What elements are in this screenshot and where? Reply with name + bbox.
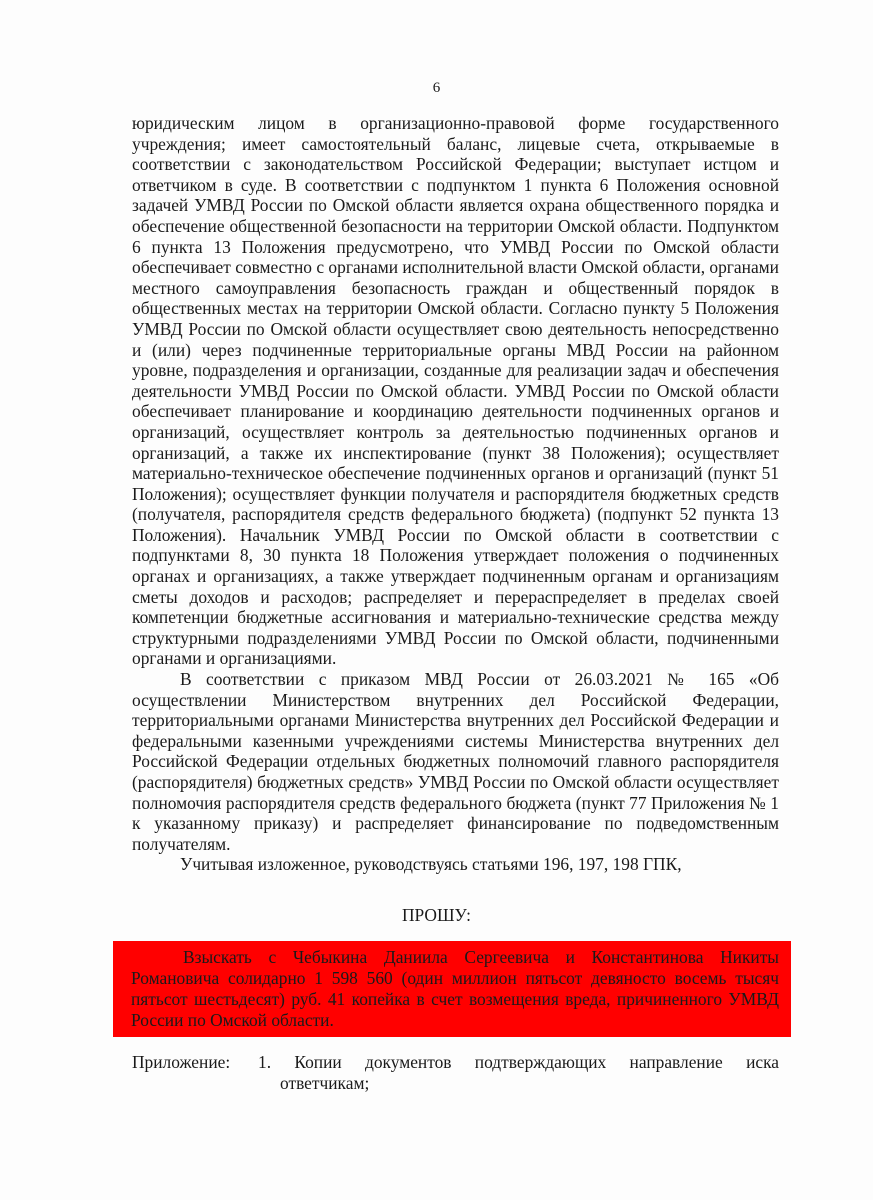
appendix-item-1-line-1: 1. Копии документов подтверждающих направление иска [258, 1052, 779, 1072]
request-text: Взыскать с Чебыкина Даниила Сергеевича и Константинова Никиты Романовича солидарно 1 598 560 (один миллион пятьсот девяносто восемь тысяч пятьсот шестьдесят) руб. 41 копейка в счет возмещения вреда, причиненного УМВД России по Омской области. [131, 947, 779, 1030]
paragraph-order-reference: В соответствии с приказом МВД России от 26.03.2021 № 165 «Об осуществлении Министерством внутренних дел Российской Федерации, территориальными органами Министерства внутренних дел Российской Федерации и федеральными казенными учреждениями системы Министерства внутренних дел Российской Федерации отдельных бюджетных полномочий главного распорядителя (распорядителя) бюджетных средств» УМВД России по Омской области осуществляет полномочия распорядителя средств федерального бюджета (пункт 77 Приложения № 1 к указанному приказу) и распределяет финансирование по подведомственным получателям. [132, 669, 779, 854]
page-number: 6 [432, 80, 441, 96]
body-text [132, 113, 779, 875]
appendix-item-1-line-2: ответчикам; [280, 1073, 370, 1093]
appendix-label: Приложение: [132, 1052, 231, 1072]
paragraph-continuation: юридическим лицом в организационно-правовой форме государственного учреждения; имеет самостоятельный баланс, лицевые счета, открываемые в соответствии с законодательством Российской Федерации; выступает истцом и ответчиком в суде. В соответствии с подпунктом 1 пункта 6 Положения основной задачей УМВД России по Омской области является охрана общественного порядка и обеспечение общественной безопасности на территории Омской области. Подпунктом 6 пункта 13 Положения предусмотрено, что УМВД России по Омской области обеспечивает совместно с органами исполнительной власти Омской области, органами местного самоуправления безопасность граждан и общественный порядок в общественных местах на территории Омской области. Согласно пункту 5 Положения УМВД России по Омской области осуществляет свою деятельность непосредственно и (или) через подчиненные территориальные органы МВД России на районном уровне, подразделения и организации, созданные для реализации задач и обеспечения деятельности УМВД России по Омской области. УМВД России по Омской области обеспечивает планирование и координацию деятельности подчиненных органов и организаций, осуществляет контроль за деятельностью подчиненных органов и организаций, а также их инспектирование (пункт 38 Положения); осуществляет материально-техническое обеспечение подчиненных органов и организаций (пункт 51 Положения); осуществляет функции получателя и распорядителя бюджетных средств (получателя, распорядителя средств федерального бюджета) (подпункт 52 пункта 13 Положения). Начальник УМВД России по Омской области в соответствии с подпунктами 8, 30 пункта 18 Положения утверждает положения о подчиненных органах и организациях, а также утверждает подчиненным органам и организациям сметы доходов и расходов; распределяет и перераспределяет в пределах своей компетенции бюджетные ассигнования и материально-технические средства между структурными подразделениями УМВД России по Омской области, подчиненными органами и организациями. [132, 113, 779, 669]
paragraph-considering: Учитывая изложенное, руководствуясь статьями 196, 197, 198 ГПК, [180, 854, 682, 875]
request-heading: ПРОШУ: [401, 905, 472, 925]
appendix-item-1 [258, 1052, 779, 1094]
request-highlight-box [113, 941, 791, 1037]
